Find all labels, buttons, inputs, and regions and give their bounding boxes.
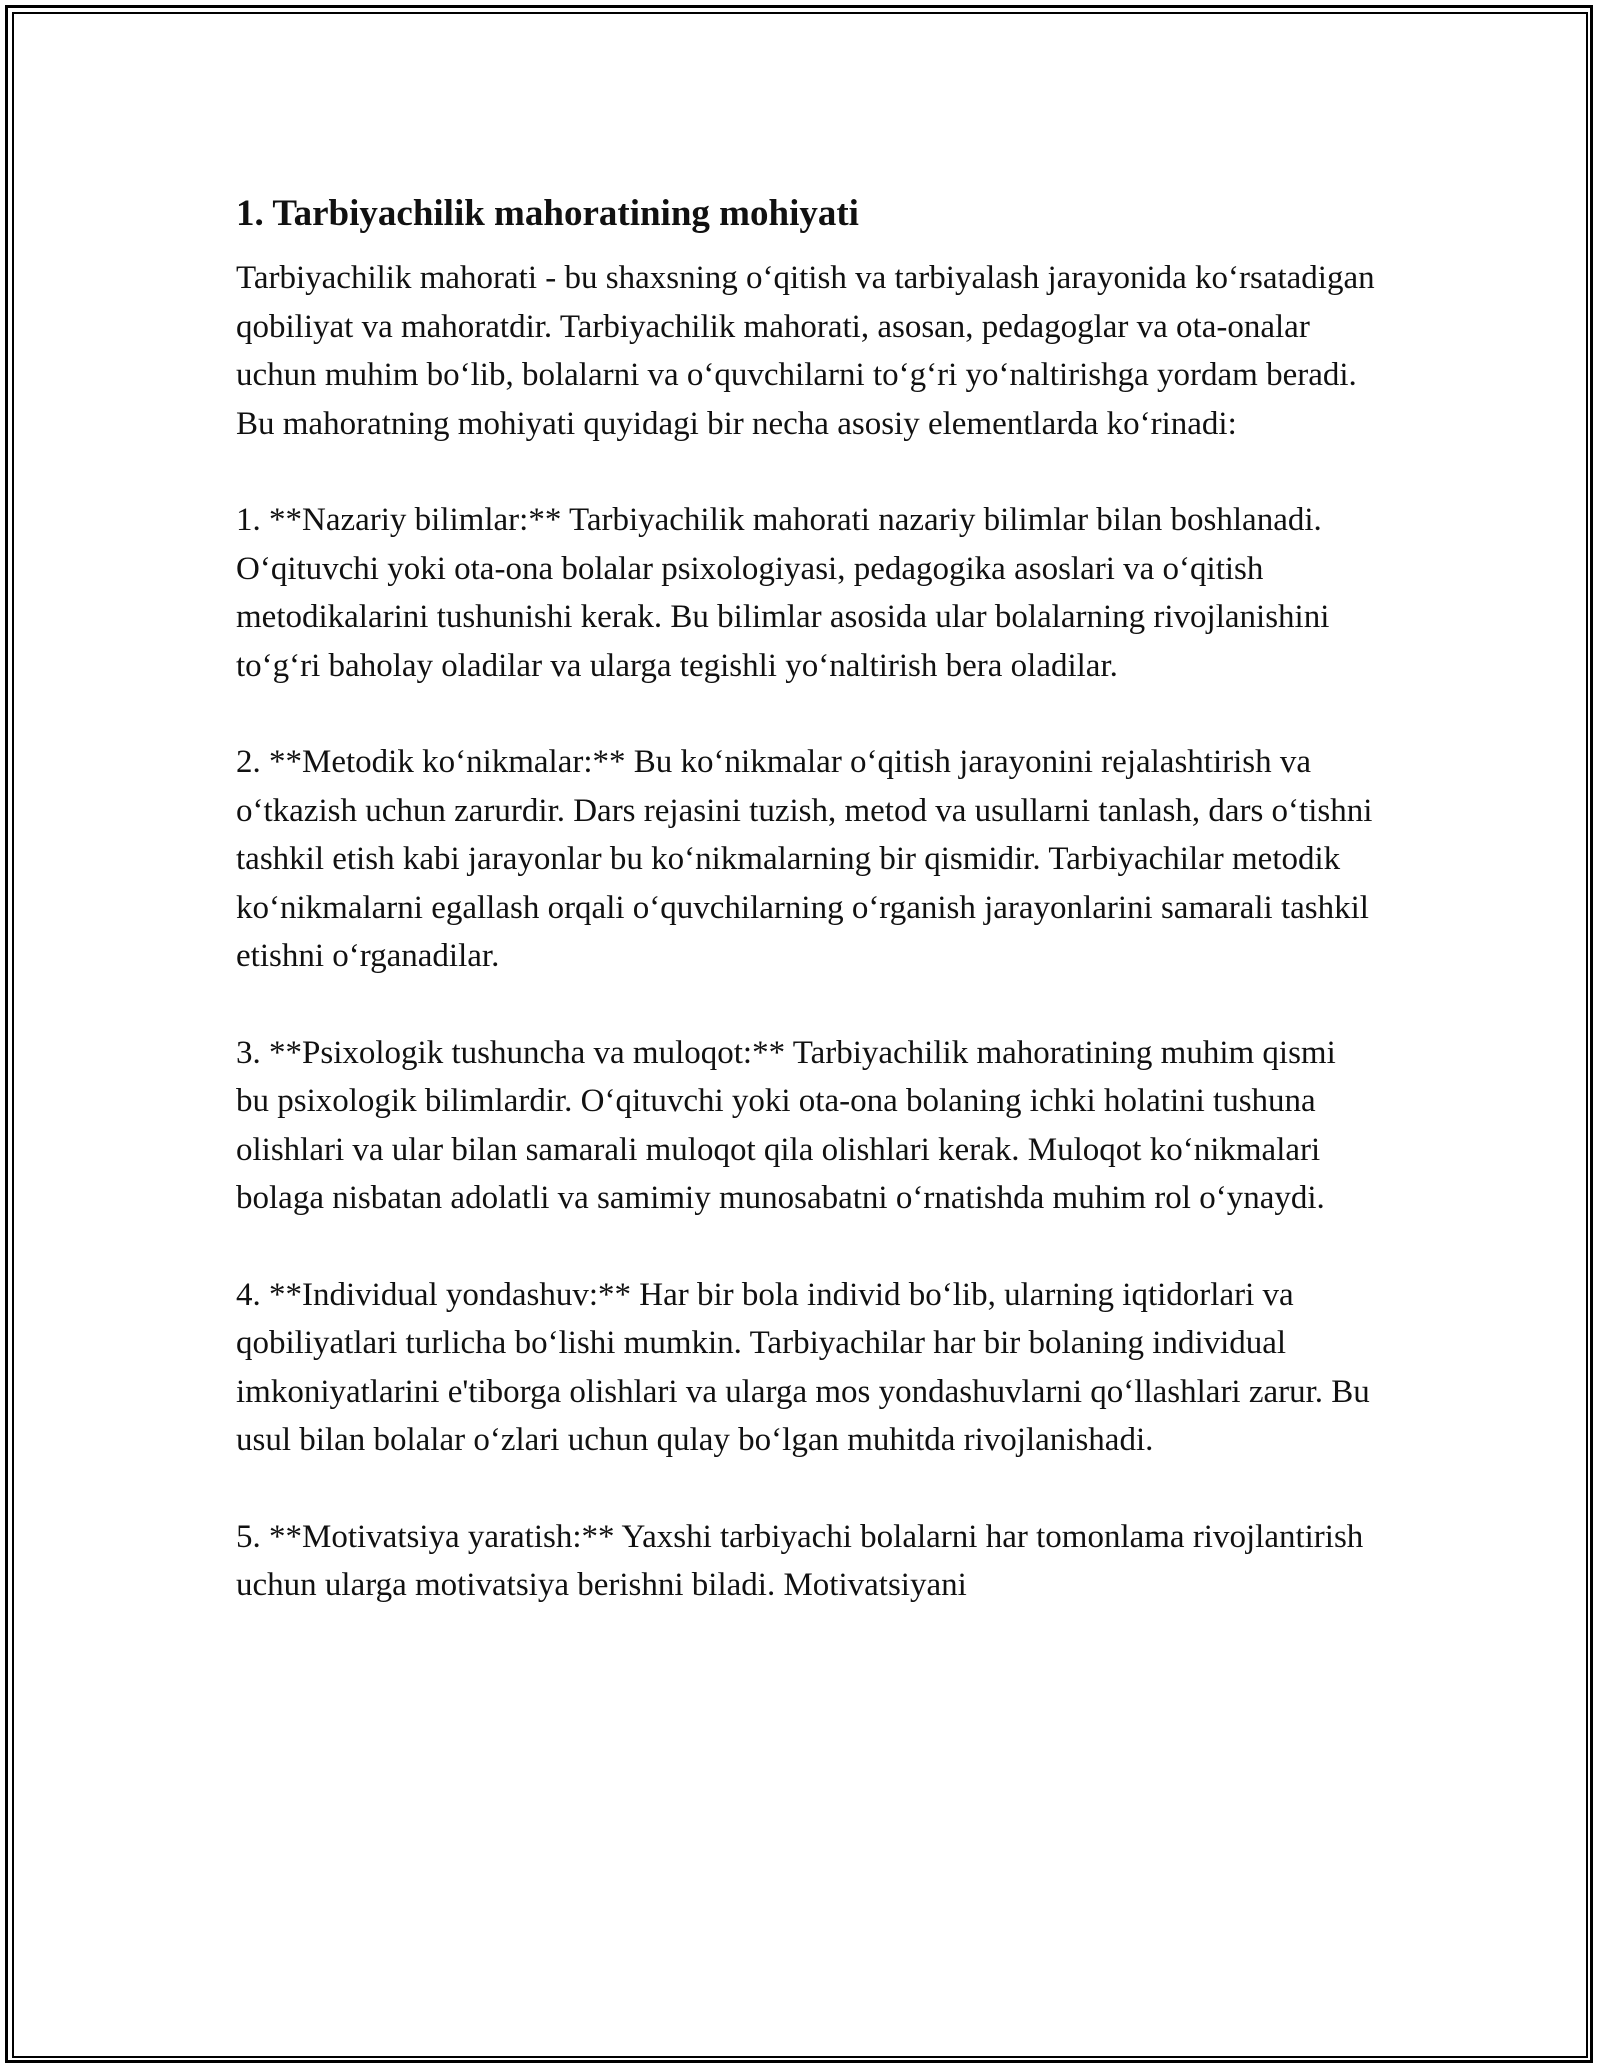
- list-item-nazariy-bilimlar: 1. **Nazariy bilimlar:** Tarbiyachilik mahorati nazariy bilimlar bilan boshlanadi. O‘qituvchi yoki ota-ona bolalar psixologiyasi, pedagogika asoslari va o‘qitish metodikalarini tushunishi kerak. Bu bilimlar asosida ular bolalarning rivojlanishini to‘g‘ri baholay oladilar va ularga tegishli yo‘naltirish bera oladilar.: [236, 502, 1330, 684]
- document-page: [236, 186, 1376, 1658]
- section-heading: 1. Tarbiyachilik mahoratining mohiyati: [236, 193, 859, 234]
- intro-paragraph: Tarbiyachilik mahorati - bu shaxsning o‘qitish va tarbiyalash jarayonida ko‘rsatadigan qobiliyat va mahoratdir. Tarbiyachilik mahorati, asosan, pedagoglar va ota-onalar uchun muhim bo‘lib, bolalarni va o‘quvchilarni to‘g‘ri yo‘naltirishga yordam beradi. Bu mahoratning mohiyati quyidagi bir necha asosiy elementlarda ko‘rinadi:: [236, 260, 1375, 442]
- list-item-motivatsiya-yaratish: 5. **Motivatsiya yaratish:** Yaxshi tarbiyachi bolalarni har tomonlama rivojlantirish uchun ularga motivatsiya berishni biladi. Motivatsiyani: [236, 1518, 1364, 1603]
- list-item-psixologik-tushuncha: 3. **Psixologik tushuncha va muloqot:** Tarbiyachilik mahoratining muhim qismi bu psixologik bilimlardir. O‘qituvchi yoki ota-ona bolaning ichki holatini tushuna olishlari va ular bilan samarali muloqot qila olishlari kerak. Muloqot ko‘nikmalari bolaga nisbatan adolatli va samimiy munosabatni o‘rnatishda muhim rol o‘ynaydi.: [236, 1034, 1336, 1216]
- list-item-individual-yondashuv: 4. **Individual yondashuv:** Har bir bola individ bo‘lib, ularning iqtidorlari va qobiliyatlari turlicha bo‘lishi mumkin. Tarbiyachilar har bir bolaning individual imkoniyatlarini e'tiborga olishlari va ularga mos yondashuvlarni qo‘llashlari zarur. Bu usul bilan bolalar o‘zlari uchun qulay bo‘lgan muhitda rivojlanishadi.: [236, 1276, 1370, 1458]
- list-item-metodik-konikmalar: 2. **Metodik ko‘nikmalar:** Bu ko‘nikmalar o‘qitish jarayonini rejalashtirish va o‘tkazish uchun zarurdir. Dars rejasini tuzish, metod va usullarni tanlash, dars o‘tishni tashkil etish kabi jarayonlar bu ko‘nikmalarning bir qismidir. Tarbiyachilar metodik ko‘nikmalarni egallash orqali o‘quvchilarning o‘rganish jarayonlarini samarali tashkil etishni o‘rganadilar.: [236, 744, 1373, 974]
